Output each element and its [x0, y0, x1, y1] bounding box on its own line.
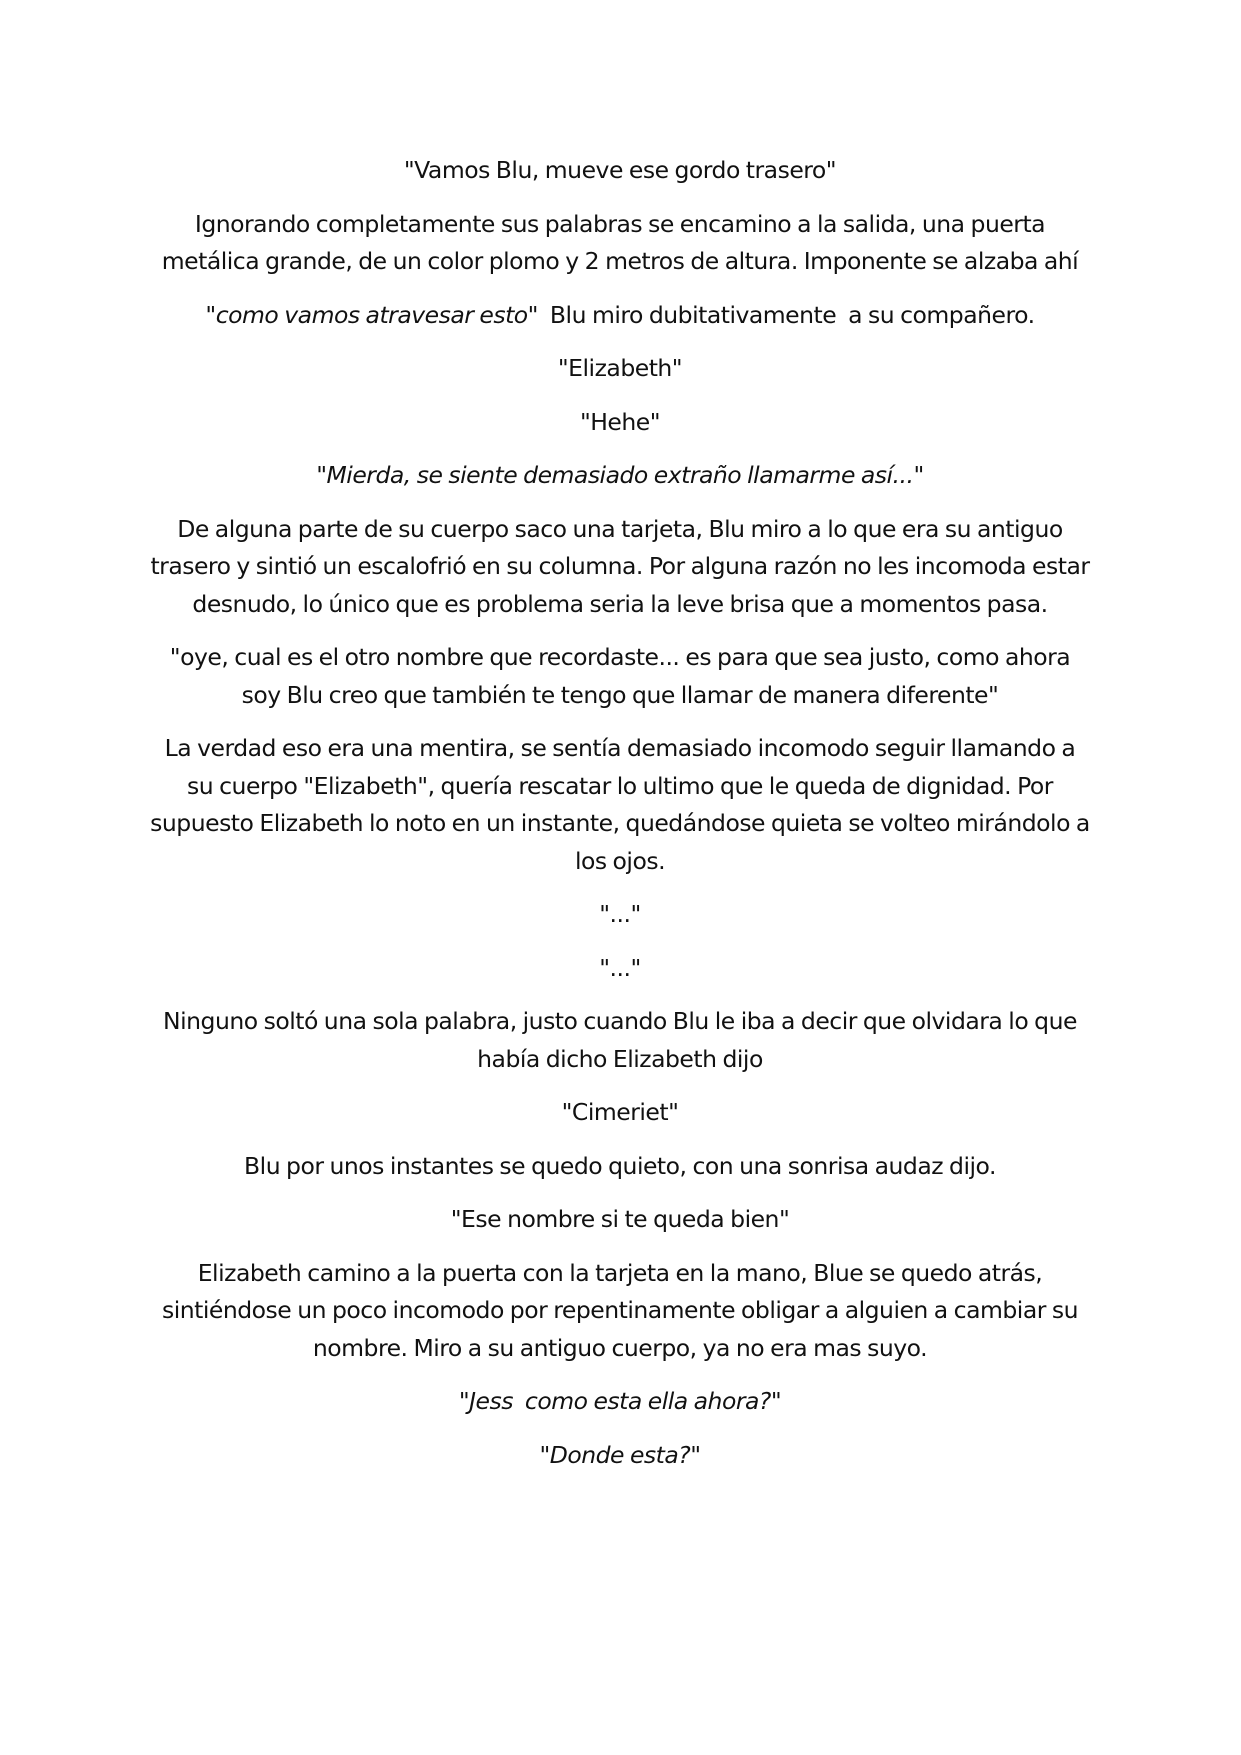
paragraph-12: Ninguno soltó una sola palabra, justo cuando Blu le iba a decir que olvidara lo que había dicho Elizabeth dijo — [163, 1007, 1077, 1073]
paragraph-10: "..." — [599, 900, 641, 928]
paragraph-13: "Cimeriet" — [561, 1098, 679, 1126]
paragraph-3-plain: Blu miro dubitativamente a su compañero. — [537, 300, 1035, 329]
paragraph-2: Ignorando completamente sus palabras se encamino a la salida, una puerta metálica grande, de un color plomo y 2 metros de altura. Imponente se alzaba ahí — [161, 209, 1079, 275]
paragraph-1: "Vamos Blu, mueve ese gordo trasero" — [403, 156, 837, 184]
paragraph-8: "oye, cual es el otro nombre que recordaste... es para que sea justo, como ahora soy Blu creo que también te tengo que llamar de manera diferente" — [169, 643, 1071, 709]
paragraph-16: Elizabeth camino a la puerta con la tarjeta en la mano, Blue se quedo atrás, sintiéndose un poco incomodo por repentinamente obligar a alguien a cambiar su nombre. Miro a su antiguo cuerpo, ya no era mas suyo. — [162, 1258, 1078, 1362]
paragraph-11: "..." — [599, 953, 641, 982]
paragraph-3-italic: "como vamos atravesar esto" — [205, 300, 538, 329]
paragraph-3 — [150, 297, 1090, 335]
paragraph-4: "Elizabeth" — [557, 354, 683, 382]
paragraph-15: "Ese nombre si te queda bien" — [450, 1205, 790, 1233]
paragraph-14: Blu por unos instantes se quedo quieto, con una sonrisa audaz dijo. — [244, 1151, 996, 1180]
paragraph-7: De alguna parte de su cuerpo saco una tarjeta, Blu miro a lo que era su antiguo trasero y sintió un escalofrió en su columna. Por alguna razón no les incomoda estar desnudo, lo único que es problema seria la leve brisa que a momentos pasa. — [150, 514, 1090, 618]
paragraph-5: "Hehe" — [579, 407, 661, 436]
paragraph-9: La verdad eso era una mentira, se sentía demasiado incomodo seguir llamando a su cuerpo "Elizabeth", quería rescatar lo ultimo que le queda de dignidad. Por supuesto Elizabeth lo noto en un instante, quedándose quieta se volteo mirándolo a los ojos. — [150, 734, 1090, 875]
document-page — [150, 152, 1090, 1490]
paragraph-17: "Jess como esta ella ahora?" — [458, 1387, 782, 1415]
paragraph-18: "Donde esta?" — [539, 1440, 701, 1469]
paragraph-6: "Mierda, se siente demasiado extraño llamarme así..." — [316, 461, 924, 489]
